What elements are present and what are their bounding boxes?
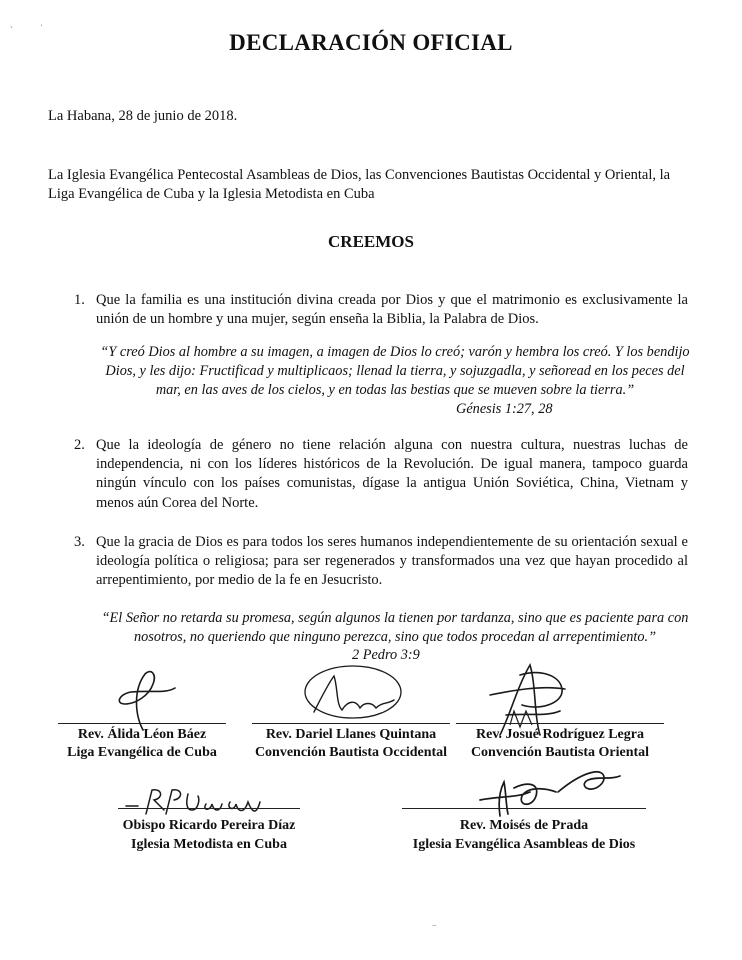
signature-line <box>456 723 664 724</box>
item-text: Que la gracia de Dios es para todos los seres humanos independientemente de su orientación sexual e ideología política o religiosa; para ser regenerados y transformados una vez que hayan procedido al arrepentimiento, por medio de la fe en Jesucristo. <box>96 534 688 589</box>
signature-line <box>402 808 646 809</box>
signature-line <box>118 808 300 809</box>
signatory-organization: Convención Bautista Occidental <box>254 745 448 760</box>
signature-line <box>58 723 226 724</box>
bible-quote-1: “Y creó Dios al hombre a su imagen, a imagen de Dios lo creó; varón y hembra los creó. Y los bendijo Dios, y les dijo: Fructificad y multiplicaos; llenad la tierra, y sojuzgadla, y señoread en los peces del mar, en las aves de los cielos, y en todas las bestias que se mueven sobre la tierra.” <box>100 344 690 399</box>
signature-line <box>252 723 450 724</box>
signatory-name: Obispo Ricardo Pereira Díaz <box>122 818 296 833</box>
intro-paragraph: La Iglesia Evangélica Pentecostal Asambleas de Dios, las Convenciones Bautistas Occidental y Oriental, la Liga Evangélica de Cuba y la Iglesia Metodista en Cuba <box>48 167 671 202</box>
signatory-organization: Iglesia Evangélica Asambleas de Dios <box>412 837 636 852</box>
date-line: La Habana, 28 de junio de 2018. <box>48 108 238 124</box>
signature-llanes-quintana <box>298 660 408 730</box>
signature-de-prada <box>470 762 630 822</box>
item-text: Que la familia es una institución divina creada por Dios y que el matrimonio es exclusivamente la unión de un hombre y una mujer, según enseña la Biblia, la Palabra de Dios. <box>96 292 688 328</box>
signature-pereira-diaz <box>118 782 278 818</box>
item-number: 1. <box>74 292 85 308</box>
signatory-name: Rev. Moisés de Prada <box>459 818 589 833</box>
scan-speck: ˌ <box>40 16 43 26</box>
signatory-name: Rev. Álida Léon Báez <box>77 727 207 742</box>
item-number: 2. <box>74 437 85 453</box>
signatory-organization: Convención Bautista Oriental <box>470 745 650 760</box>
scan-speck: ˎ <box>10 18 13 28</box>
item-text: Que la ideología de género no tiene relación alguna con nuestra cultura, nuestras luchas de independencia, ni con los líderes históricos de la Revolución. De igual manera, tampoco guarda ningún vínculo con los países comunistas, dígase la antigua Unión Soviética, China, Vietnam y menos aún Corea del Norte. <box>96 437 688 511</box>
scan-speck: ⁻ <box>432 922 437 932</box>
document-title: DECLARACIÓN OFICIAL <box>229 30 513 55</box>
belief-item-1 <box>74 291 688 329</box>
signatory-organization: Iglesia Metodista en Cuba <box>131 837 287 852</box>
belief-item-3 <box>74 533 688 591</box>
bible-quote-2: “El Señor no retarda su promesa, según algunos la tienen por tardanza, sino que es paciente para con nosotros, no queriendo que ninguno perezca, sino que todos procedan al arrepentimiento.” <box>101 610 689 646</box>
item-number: 3. <box>74 534 85 550</box>
signatory-name: Rev. Josué Rodríguez Legra <box>476 727 644 742</box>
bible-reference-2: 2 Pedro 3:9 <box>352 647 420 663</box>
bible-reference-1: Génesis 1:27, 28 <box>456 401 553 417</box>
signatory-name: Rev. Dariel Llanes Quintana <box>265 727 437 742</box>
belief-item-2 <box>74 436 688 513</box>
signatory-organization: Liga Evangélica de Cuba <box>67 745 217 760</box>
section-heading: CREEMOS <box>328 232 414 251</box>
